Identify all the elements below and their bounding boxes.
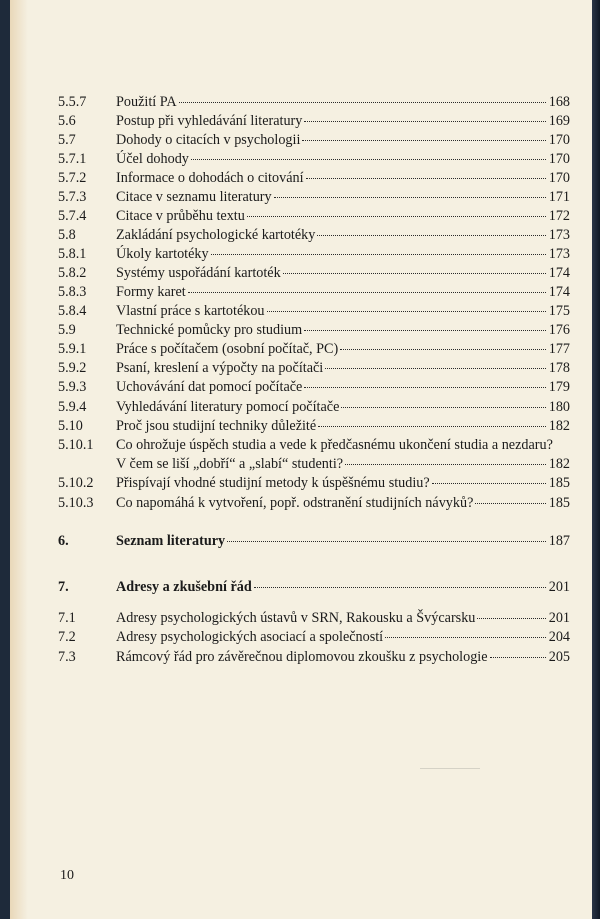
- toc-entry: [0, 340, 600, 359]
- toc-entry: [0, 494, 600, 513]
- dot-leader: [211, 254, 546, 255]
- section-number: 5.8.3: [58, 284, 87, 300]
- page-number: 170: [548, 132, 570, 148]
- dot-leader: [477, 618, 545, 619]
- toc-entry: [0, 628, 600, 647]
- section-title: Adresy psychologických ústavů v SRN, Rakousku a Švýcarsku: [116, 610, 476, 626]
- section-number: 7.3: [58, 649, 76, 665]
- section-title-continued: V čem se liší „dobří“ a „slabí“ studenti?: [116, 456, 344, 472]
- toc-entry: [0, 93, 600, 112]
- section-title: Postup při vyhledávání literatury: [116, 113, 303, 129]
- page-number: 173: [548, 246, 570, 262]
- section-title: Co ohrožuje úspěch studia a vede k předčasnému ukončení studia a nezdaru?: [116, 437, 553, 453]
- section-title: Vyhledávání literatury pomocí počítače: [116, 399, 340, 415]
- dot-leader: [304, 387, 545, 388]
- dot-leader: [191, 159, 546, 160]
- section-title: Použití PA: [116, 94, 177, 110]
- dot-leader: [345, 464, 546, 465]
- dot-leader: [304, 121, 545, 122]
- dot-leader: [227, 541, 546, 542]
- chapter-number: 6.: [58, 533, 69, 549]
- page-number: 185: [548, 475, 570, 491]
- page-number: 176: [548, 322, 570, 338]
- page-number: 204: [548, 629, 570, 645]
- page-number: 169: [548, 113, 570, 129]
- dot-leader: [317, 235, 545, 236]
- dot-leader: [267, 311, 546, 312]
- section-number: 5.8.2: [58, 265, 87, 281]
- section-title: Psaní, kreslení a výpočty na počítači: [116, 360, 324, 376]
- section-number: 5.7.1: [58, 151, 87, 167]
- section-title: Proč jsou studijní techniky důležité: [116, 418, 317, 434]
- dot-leader: [274, 197, 546, 198]
- dot-leader: [283, 273, 546, 274]
- section-title: Formy karet: [116, 284, 186, 300]
- page-number: 177: [548, 341, 570, 357]
- dot-leader: [302, 140, 545, 141]
- toc-entry: [0, 207, 600, 226]
- dot-leader: [188, 292, 546, 293]
- section-number: 5.7.2: [58, 170, 87, 186]
- page-number: 173: [548, 227, 570, 243]
- section-title: Účel dohody: [116, 151, 189, 167]
- section-title: Adresy psychologických asociací a společností: [116, 629, 384, 645]
- toc-entry: [0, 474, 600, 493]
- toc-entry: [0, 436, 600, 455]
- dot-leader: [490, 657, 546, 658]
- dot-leader: [306, 178, 546, 179]
- toc-entry: [0, 398, 600, 417]
- toc-entry: [0, 226, 600, 245]
- section-title: Systémy uspořádání kartoték: [116, 265, 281, 281]
- section-number: 5.9.4: [58, 399, 87, 415]
- page-number: 201: [548, 610, 570, 626]
- section-number: 5.9.3: [58, 379, 87, 395]
- section-number: 5.9.1: [58, 341, 87, 357]
- toc-entry: [0, 131, 600, 150]
- section-title: Informace o dohodách o citování: [116, 170, 304, 186]
- chapter-title: Adresy a zkušební řád: [116, 579, 252, 595]
- toc-entry: [0, 283, 600, 302]
- chapter-number: 7.: [58, 579, 69, 595]
- section-number: 5.8.4: [58, 303, 87, 319]
- toc-entry: [0, 302, 600, 321]
- toc-entry: [0, 150, 600, 169]
- section-number: 5.7.4: [58, 208, 87, 224]
- toc-chapter: [0, 578, 600, 597]
- page-number: 174: [548, 284, 570, 300]
- section-number: 5.5.7: [58, 94, 87, 110]
- page-number: 185: [548, 495, 570, 511]
- page-footer-number: 10: [60, 868, 74, 883]
- dot-leader: [432, 483, 546, 484]
- toc-entry: [0, 609, 600, 628]
- section-number: 5.10: [58, 418, 83, 434]
- section-title: Technické pomůcky pro studium: [116, 322, 303, 338]
- page-number: 178: [548, 360, 570, 376]
- section-number: 5.10.3: [58, 495, 94, 511]
- page-number: 175: [548, 303, 570, 319]
- section-number: 7.2: [58, 629, 76, 645]
- section-title: Dohody o citacích v psychologii: [116, 132, 301, 148]
- section-number: 5.9: [58, 322, 76, 338]
- toc-entry: [0, 188, 600, 207]
- page-number: 179: [548, 379, 570, 395]
- dot-leader: [179, 102, 546, 103]
- page-number: 201: [548, 579, 570, 595]
- section-title: Co napomáhá k vytvoření, popř. odstranění studijních návyků?: [116, 495, 474, 511]
- section-number: 5.8.1: [58, 246, 87, 262]
- section-number: 5.6: [58, 113, 76, 129]
- toc-entry-continuation: [0, 455, 600, 474]
- toc-entry: [0, 112, 600, 131]
- page-number: 171: [548, 189, 570, 205]
- page-number: 182: [548, 418, 570, 434]
- dot-leader: [341, 407, 545, 408]
- chapter-title: Seznam literatury: [116, 533, 226, 549]
- section-title: Přispívají vhodné studijní metody k úspěšnému studiu?: [116, 475, 430, 491]
- page-number: 182: [548, 456, 570, 472]
- toc-entry: [0, 169, 600, 188]
- dot-leader: [385, 637, 546, 638]
- dot-leader: [304, 330, 546, 331]
- section-title: Úkoly kartotéky: [116, 246, 209, 262]
- section-title: Citace v průběhu textu: [116, 208, 245, 224]
- dot-leader: [325, 368, 545, 369]
- dot-leader: [247, 216, 546, 217]
- section-number: 7.1: [58, 610, 76, 626]
- section-number: 5.7.3: [58, 189, 87, 205]
- page-number: 187: [548, 533, 570, 549]
- page-number: 172: [548, 208, 570, 224]
- toc-entry: [0, 264, 600, 283]
- page-number: 174: [548, 265, 570, 281]
- dot-leader: [254, 587, 546, 588]
- dot-leader: [318, 426, 546, 427]
- page-number: 168: [548, 94, 570, 110]
- section-number: 5.8: [58, 227, 76, 243]
- toc-entry: [0, 378, 600, 397]
- paper-mark: [420, 768, 480, 769]
- section-title: Zakládání psychologické kartotéky: [116, 227, 316, 243]
- section-title: Uchovávání dat pomocí počítače: [116, 379, 303, 395]
- dot-leader: [475, 503, 545, 504]
- section-title: Práce s počítačem (osobní počítač, PC): [116, 341, 339, 357]
- toc-entry: [0, 359, 600, 378]
- page-number: 180: [548, 399, 570, 415]
- section-number: 5.7: [58, 132, 76, 148]
- section-number: 5.10.2: [58, 475, 94, 491]
- section-title: Vlastní práce s kartotékou: [116, 303, 265, 319]
- page-number: 170: [548, 170, 570, 186]
- toc-entry: [0, 245, 600, 264]
- section-number: 5.10.1: [58, 437, 94, 453]
- toc-entry: [0, 648, 600, 667]
- page-number: 205: [548, 649, 570, 665]
- toc-chapter: [0, 532, 600, 551]
- toc-entry: [0, 321, 600, 340]
- page-number: 170: [548, 151, 570, 167]
- section-title: Citace v seznamu literatury: [116, 189, 272, 205]
- section-title: Rámcový řád pro závěrečnou diplomovou zkoušku z psychologie: [116, 649, 488, 665]
- dot-leader: [340, 349, 546, 350]
- toc-entry: [0, 417, 600, 436]
- section-number: 5.9.2: [58, 360, 87, 376]
